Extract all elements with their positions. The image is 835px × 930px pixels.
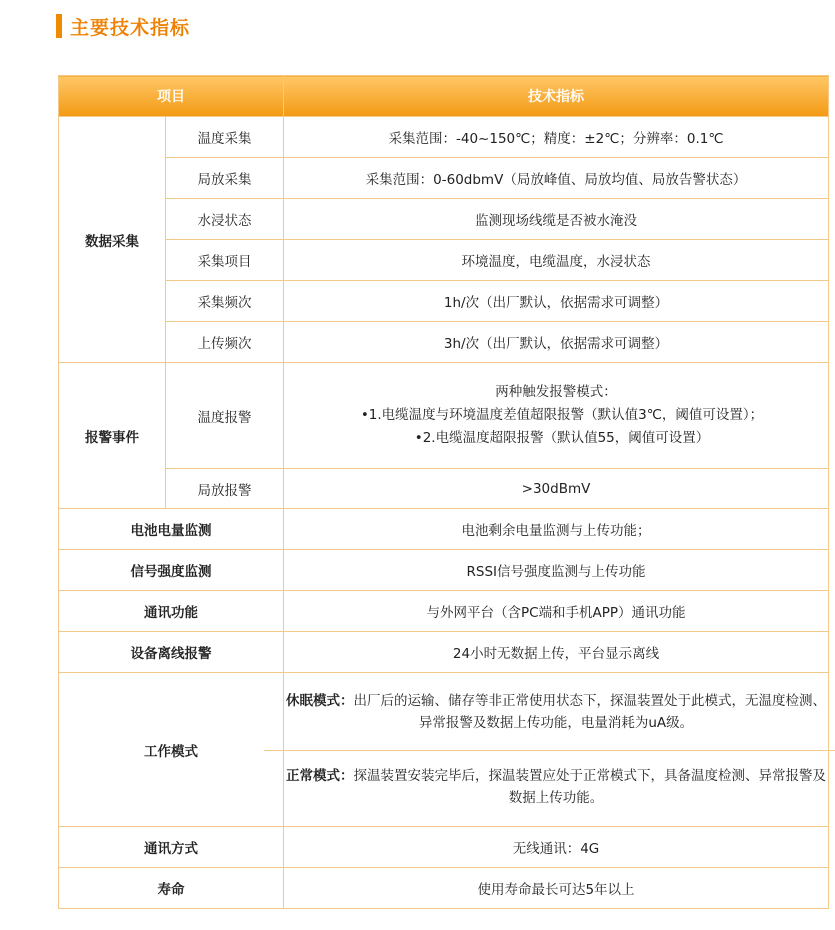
row-label: 局放采集 <box>166 158 284 199</box>
row-label: 设备离线报警 <box>59 632 284 673</box>
table-row <box>59 199 829 240</box>
section-heading <box>56 14 190 38</box>
table-row <box>59 632 829 673</box>
row-label: 局放报警 <box>166 469 284 509</box>
row-label: 上传频次 <box>166 322 284 363</box>
table-row <box>59 868 829 909</box>
row-value: 与外网平台（含PC端和手机APP）通讯功能 <box>284 591 829 632</box>
table-row <box>59 240 829 281</box>
work-mode-value <box>284 673 829 827</box>
row-value: 无线通讯：4G <box>284 827 829 868</box>
row-value: 采集范围：-40~150℃；精度：±2℃；分辨率：0.1℃ <box>284 117 829 158</box>
row-label: 工作模式 <box>59 673 284 827</box>
row-value: >30dBmV <box>284 469 829 509</box>
row-label: 通讯功能 <box>59 591 284 632</box>
table-row <box>59 158 829 199</box>
row-label: 采集频次 <box>166 281 284 322</box>
row-label: 通讯方式 <box>59 827 284 868</box>
row-value: 监测现场线缆是否被水淹没 <box>284 199 829 240</box>
normal-mode-label: 正常模式： <box>286 768 354 784</box>
row-value: 3h/次（出厂默认，依据需求可调整） <box>284 322 829 363</box>
row-value: 环境温度，电缆温度，水浸状态 <box>284 240 829 281</box>
table-row <box>59 281 829 322</box>
table-row <box>59 469 829 509</box>
table-row <box>59 827 829 868</box>
header-spec: 技术指标 <box>284 76 829 117</box>
table-row <box>59 673 829 827</box>
table-row <box>59 117 829 158</box>
table-row <box>59 591 829 632</box>
table-row <box>59 509 829 550</box>
category-data-collection: 数据采集 <box>59 117 166 363</box>
section-title: 主要技术指标 <box>70 16 191 39</box>
row-label: 寿命 <box>59 868 284 909</box>
table-row <box>59 363 829 469</box>
row-label: 温度采集 <box>166 117 284 158</box>
row-label: 采集项目 <box>166 240 284 281</box>
row-value: 使用寿命最长可达5年以上 <box>284 868 829 909</box>
temp-alarm-line-2: •2.电缆温度超限报警（默认值55，阈值可设置） <box>414 430 710 446</box>
header-item: 项目 <box>59 76 284 117</box>
spec-table <box>58 75 829 909</box>
normal-mode-block <box>284 765 828 809</box>
row-label: 信号强度监测 <box>59 550 284 591</box>
temp-alarm-line-1: •1.电缆温度与环境温度差值超限报警（默认值3℃，阈值可设置）； <box>360 407 764 423</box>
temp-alarm-intro: 两种触发报警模式： <box>495 384 617 400</box>
row-value: 采集范围：0-60dbmV（局放峰值、局放均值、局放告警状态） <box>284 158 829 199</box>
row-value: RSSI信号强度监测与上传功能 <box>284 550 829 591</box>
normal-mode-text: 探温装置安装完毕后，探温装置应处于正常模式下，具备温度检测、异常报警及数据上传功能。 <box>353 768 826 806</box>
heading-accent-bar <box>56 14 62 38</box>
row-value: 1h/次（出厂默认，依据需求可调整） <box>284 281 829 322</box>
table-row <box>59 322 829 363</box>
row-label: 水浸状态 <box>166 199 284 240</box>
table-row <box>59 550 829 591</box>
sleep-mode-label: 休眠模式： <box>286 693 354 709</box>
row-label: 电池电量监测 <box>59 509 284 550</box>
sleep-mode-text: 出厂后的运输、储存等非正常使用状态下，探温装置处于此模式，无温度检测、异常报警及数据上传功能，电量消耗为uA级。 <box>353 693 826 731</box>
sleep-mode-block <box>264 690 835 751</box>
row-label: 温度报警 <box>166 363 284 469</box>
row-value: 电池剩余电量监测与上传功能； <box>284 509 829 550</box>
category-alarm-events: 报警事件 <box>59 363 166 509</box>
row-value: 24小时无数据上传，平台显示离线 <box>284 632 829 673</box>
table-header-row <box>59 76 829 117</box>
temp-alarm-value <box>284 363 829 469</box>
